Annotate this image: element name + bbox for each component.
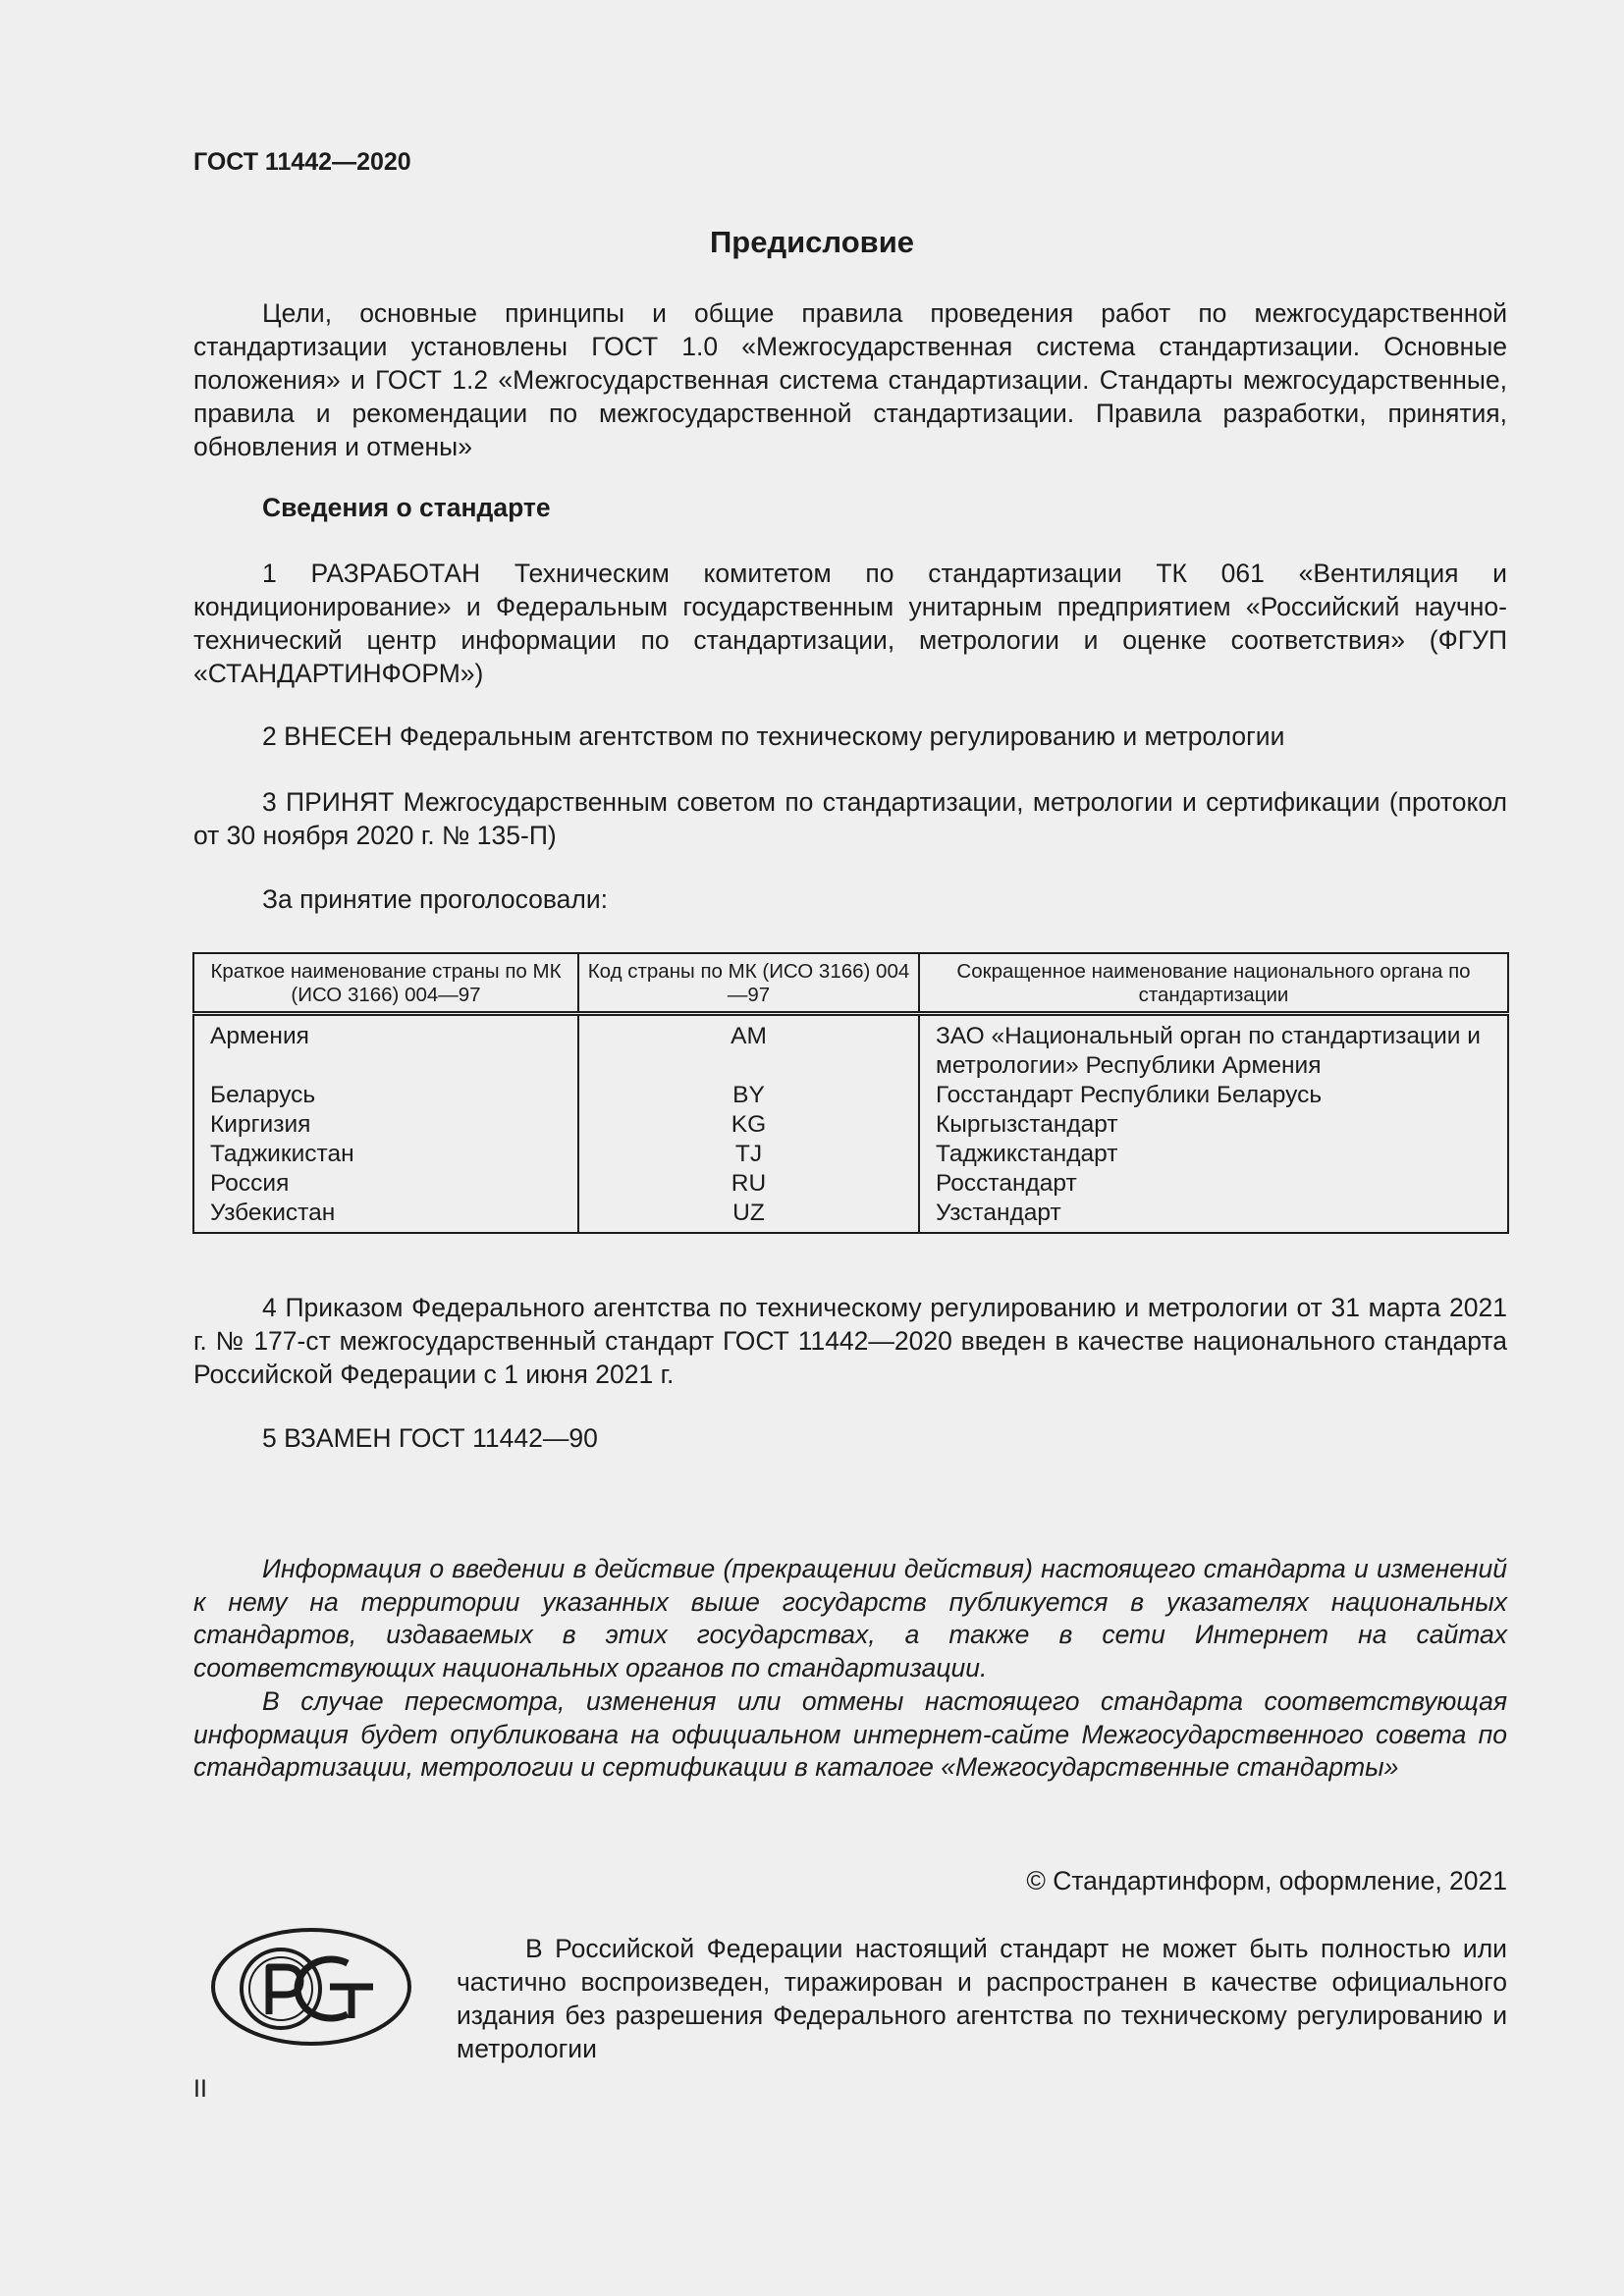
rst-conformity-mark-icon: [210, 1926, 412, 2053]
item-enacted: 4 Приказом Федерального агентства по техническому регулированию и метрологии от 31 марта 2021 г. № 177-ст межгосударственный стандарт ГОСТ 11442—2020 введен в качестве национального стандарта Российской Федерации с 1 июня 2021 г.: [193, 1293, 1507, 1389]
item-replaces: 5 ВЗАМЕН ГОСТ 11442—90: [262, 1423, 598, 1453]
cell-code: RU: [578, 1169, 919, 1199]
cell-body: Узстандарт: [919, 1199, 1508, 1233]
intro-paragraph: Цели, основные принципы и общие правила проведения работ по межгосударственной стандартизации установлены ГОСТ 1.0 «Межгосударственная система стандартизации. Основные положения» и ГОСТ 1.2 «Межгосударственная система стандартизации. Стандарты межгосударственные, правила и рекомендации по межгосударственной стандартизации. Правила разработки, принятия, обновления и отмены»: [193, 298, 1507, 461]
table-header-body: Сокращенное наименование национального органа по стандартизации: [919, 953, 1508, 1014]
info-heading: Сведения о стандарте: [262, 493, 551, 522]
cell-body: Росстандарт: [919, 1169, 1508, 1199]
cell-code: KG: [578, 1110, 919, 1140]
table-header-code: Код страны по МК (ИСО 3166) 004—97: [578, 953, 919, 1014]
item-submitted: 2 ВНЕСЕН Федеральным агентством по техническому регулированию и метрологии: [262, 721, 1285, 751]
cell-code: TJ: [578, 1140, 919, 1169]
table-row: [193, 1014, 1508, 1082]
cell-country: Узбекистан: [193, 1199, 578, 1233]
cell-country: Армения: [193, 1014, 578, 1082]
cell-country: Беларусь: [193, 1081, 578, 1110]
cell-country: Россия: [193, 1169, 578, 1199]
cell-code: BY: [578, 1081, 919, 1110]
table-header-row: [193, 953, 1508, 1014]
cell-country: Киргизия: [193, 1110, 578, 1140]
voting-countries-table: [192, 952, 1509, 1234]
cell-body: ЗАО «Национальный орган по стандартизации и метрологии» Республики Армения: [919, 1014, 1508, 1082]
copyright-line: © Стандартинформ, оформление, 2021: [1026, 1866, 1507, 1896]
cell-body: Таджикстандарт: [919, 1140, 1508, 1169]
voted-intro: За принятие проголосовали:: [262, 884, 609, 914]
page-title: Предисловие: [709, 225, 914, 259]
legal-notice: В Российской Федерации настоящий стандарт не может быть полностью или частично воспроизведен, тиражирован и распространен в качестве официального издания без разрешения Федерального агентства по техническому регулированию и метрологии: [457, 1934, 1507, 2063]
page-number: II: [193, 2075, 207, 2103]
notice-revision: В случае пересмотра, изменения или отмены настоящего стандарта соответствующая информация будет опубликована на официальном интернет-сайте Межгосударственного совета по стандартизации, метрологии и сертификации в каталоге «Межгосударственные стандарты»: [193, 1686, 1507, 1782]
table-header-country: Краткое наименование страны по МК (ИСО 3166) 004—97: [193, 953, 578, 1014]
table-row: [193, 1110, 1508, 1140]
cell-body: Кыргызстандарт: [919, 1110, 1508, 1140]
notice-info: Информация о введении в действие (прекращении действия) настоящего стандарта и изменений к нему на территории указанных выше государств публикуется в указателях национальных стандартов, издаваемых в этих государствах, а также в сети Интернет на сайтах соответствующих национальных органов по стандартизации.: [193, 1554, 1507, 1682]
table-row: [193, 1169, 1508, 1199]
item-adopted: 3 ПРИНЯТ Межгосударственным советом по стандартизации, метрологии и сертификации (протокол от 30 ноября 2020 г. № 135-П): [193, 787, 1507, 850]
cell-code: UZ: [578, 1199, 919, 1233]
cell-country: Таджикистан: [193, 1140, 578, 1169]
item-developed: 1 РАЗРАБОТАН Техническим комитетом по стандартизации ТК 061 «Вентиляция и кондиционирование» и Федеральным государственным унитарным предприятием «Российский научно-технический центр информации по стандартизации, метрологии и оценке соответствия» (ФГУП «СТАНДАРТИНФОРМ»): [193, 559, 1507, 688]
cell-body: Госстандарт Республики Беларусь: [919, 1081, 1508, 1110]
document-id: ГОСТ 11442—2020: [193, 148, 411, 176]
table-row: [193, 1140, 1508, 1169]
cell-code: AM: [578, 1014, 919, 1082]
table-row: [193, 1199, 1508, 1233]
table-row: [193, 1081, 1508, 1110]
